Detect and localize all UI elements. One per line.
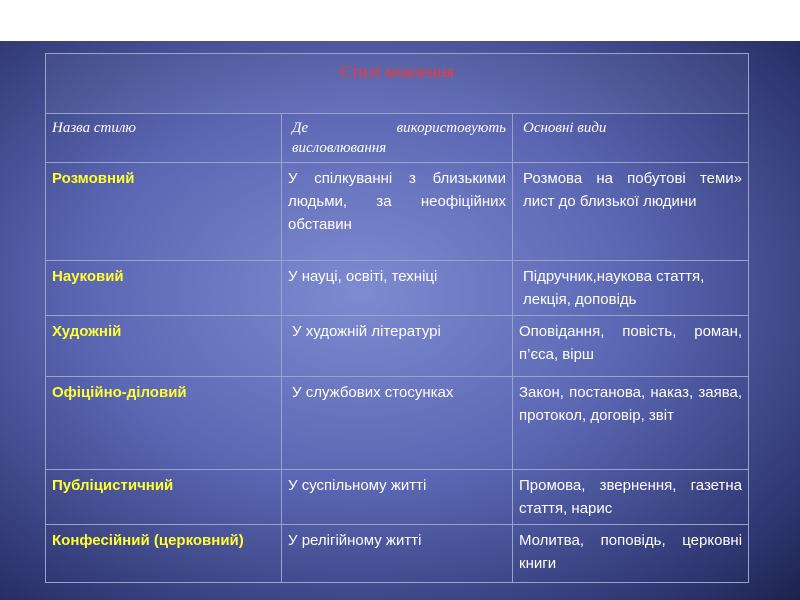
header-usage: Де використовують висловлювання	[282, 114, 513, 163]
style-name: Науковий	[46, 261, 282, 316]
style-types: Підручник,наукова стаття, лекція, доповідь	[513, 261, 749, 316]
table-row	[46, 316, 749, 377]
style-usage: У суспільному житті	[282, 470, 513, 525]
style-usage: У науці, освіті, техніці	[282, 261, 513, 316]
style-usage: У художній літературі	[282, 316, 513, 377]
table-row	[46, 470, 749, 525]
table-row	[46, 261, 749, 316]
style-usage: У спілкуванні з близькими людьми, за неофіційних обставин	[282, 163, 513, 261]
header-types: Основні види	[513, 114, 749, 163]
style-usage: У службових стосунках	[282, 377, 513, 470]
table-row	[46, 163, 749, 261]
style-name: Розмовний	[46, 163, 282, 261]
table-row	[46, 377, 749, 470]
style-name: Конфесійний (церковний)	[46, 525, 282, 583]
table-row	[46, 525, 749, 583]
style-types: Молитва, поповідь, церковні книги	[513, 525, 749, 583]
style-usage: У релігійному житті	[282, 525, 513, 583]
style-types: Розмова на побутові теми» лист до близької людини	[513, 163, 749, 261]
table-title: Стилі мовлення	[46, 54, 749, 114]
header-style-name: Назва стилю	[46, 114, 282, 163]
speech-styles-table	[45, 53, 749, 583]
style-name: Офіційно-діловий	[46, 377, 282, 470]
style-name: Публіцистичний	[46, 470, 282, 525]
style-name: Художній	[46, 316, 282, 377]
style-types: Закон, постанова, наказ, заява, протокол, договір, звіт	[513, 377, 749, 470]
style-types: Промова, звернення, газетна стаття, нарис	[513, 470, 749, 525]
style-types: Оповідання, повість, роман, п’єса, вірш	[513, 316, 749, 377]
